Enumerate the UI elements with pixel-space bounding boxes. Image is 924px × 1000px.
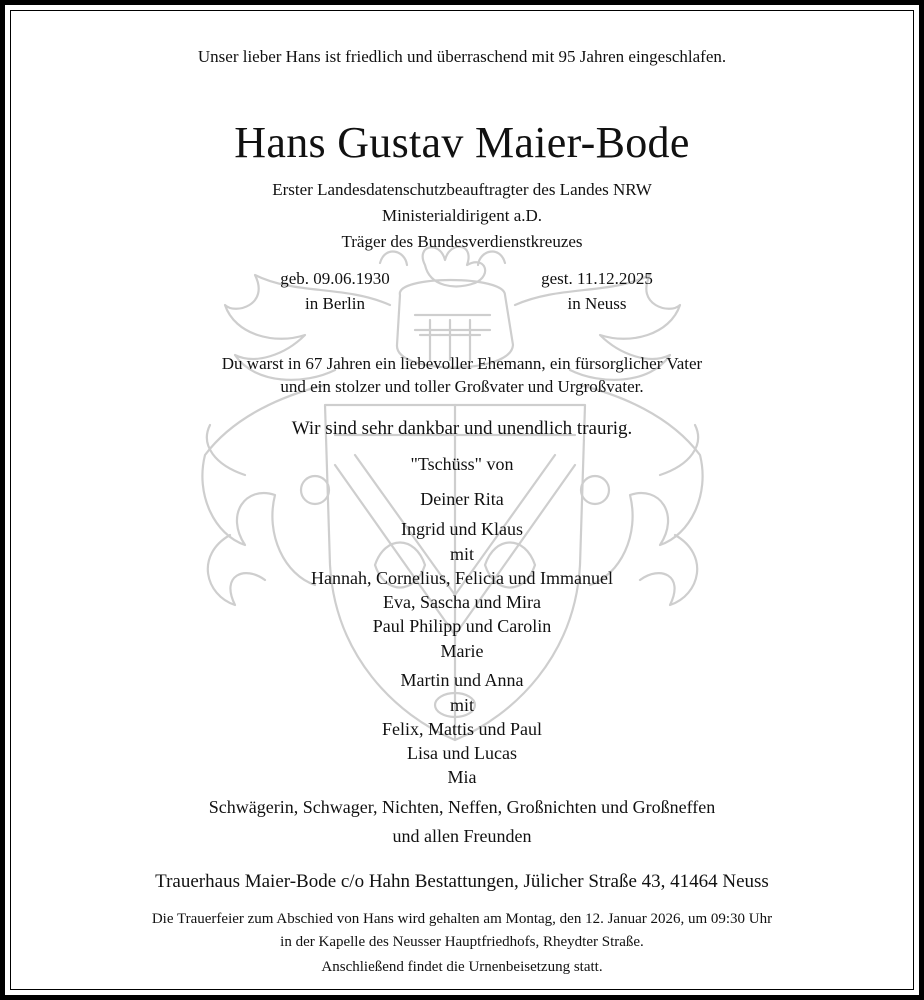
message-line: Du warst in 67 Jahren ein liebevoller Ehemann, ein fürsorglicher Vater	[221, 354, 703, 373]
intro-line: Unser lieber Hans ist friedlich und überraschend mit 95 Jahren eingeschlafen.	[197, 47, 727, 66]
life-dates	[5, 270, 919, 320]
family-line: Lisa und Lucas	[407, 743, 517, 763]
family-line: Deiner Rita	[420, 489, 504, 509]
birth-place: in Berlin	[305, 294, 365, 313]
service-info-line: Anschließend findet die Urnenbeisetzung statt.	[321, 959, 603, 975]
birth-date: geb. 09.06.1930	[280, 269, 390, 288]
family-line: Eva, Sascha und Mira	[383, 592, 541, 612]
title-line: Ministerialdirigent a.D.	[381, 206, 543, 225]
title-line: Erster Landesdatenschutzbeauftragter des Landes NRW	[272, 180, 652, 199]
family-line: Ingrid und Klaus	[401, 519, 523, 539]
title-line: Träger des Bundesverdienstkreuzes	[341, 232, 583, 251]
family-line: Paul Philipp und Carolin	[372, 616, 552, 636]
family-line: Marie	[440, 641, 484, 661]
death-info	[497, 270, 697, 312]
deceased-name: Hans Gustav Maier-Bode	[234, 118, 690, 167]
mourning-house-address: Trauerhaus Maier-Bode c/o Hahn Bestattungen, Jülicher Straße 43, 41464 Neuss	[155, 871, 769, 892]
farewell-line: "Tschüss" von	[410, 454, 514, 474]
service-info-line: in der Kapelle des Neusser Hauptfriedhofs, Rheydter Straße.	[280, 934, 644, 950]
friends-line: und allen Freunden	[392, 826, 532, 846]
family-line: Mia	[447, 767, 477, 787]
service-info-line: Die Trauerfeier zum Abschied von Hans wird gehalten am Montag, den 12. Januar 2026, um 09:30 Uhr	[151, 911, 773, 927]
message-line: und ein stolzer und toller Großvater und Urgroßvater.	[280, 377, 644, 396]
family-line: Martin und Anna	[400, 670, 524, 690]
birth-info	[235, 270, 435, 312]
family-line: Hannah, Cornelius, Felicia und Immanuel	[311, 568, 613, 588]
relatives-line: Schwägerin, Schwager, Nichten, Neffen, Großnichten und Großneffen	[208, 797, 716, 817]
family-line: Felix, Mattis und Paul	[381, 719, 542, 739]
death-place: in Neuss	[567, 294, 627, 313]
death-date: gest. 11.12.2025	[541, 269, 653, 288]
family-line: mit	[449, 544, 474, 564]
thanks-line: Wir sind sehr dankbar und unendlich traurig.	[291, 418, 633, 439]
family-line: mit	[449, 695, 474, 715]
